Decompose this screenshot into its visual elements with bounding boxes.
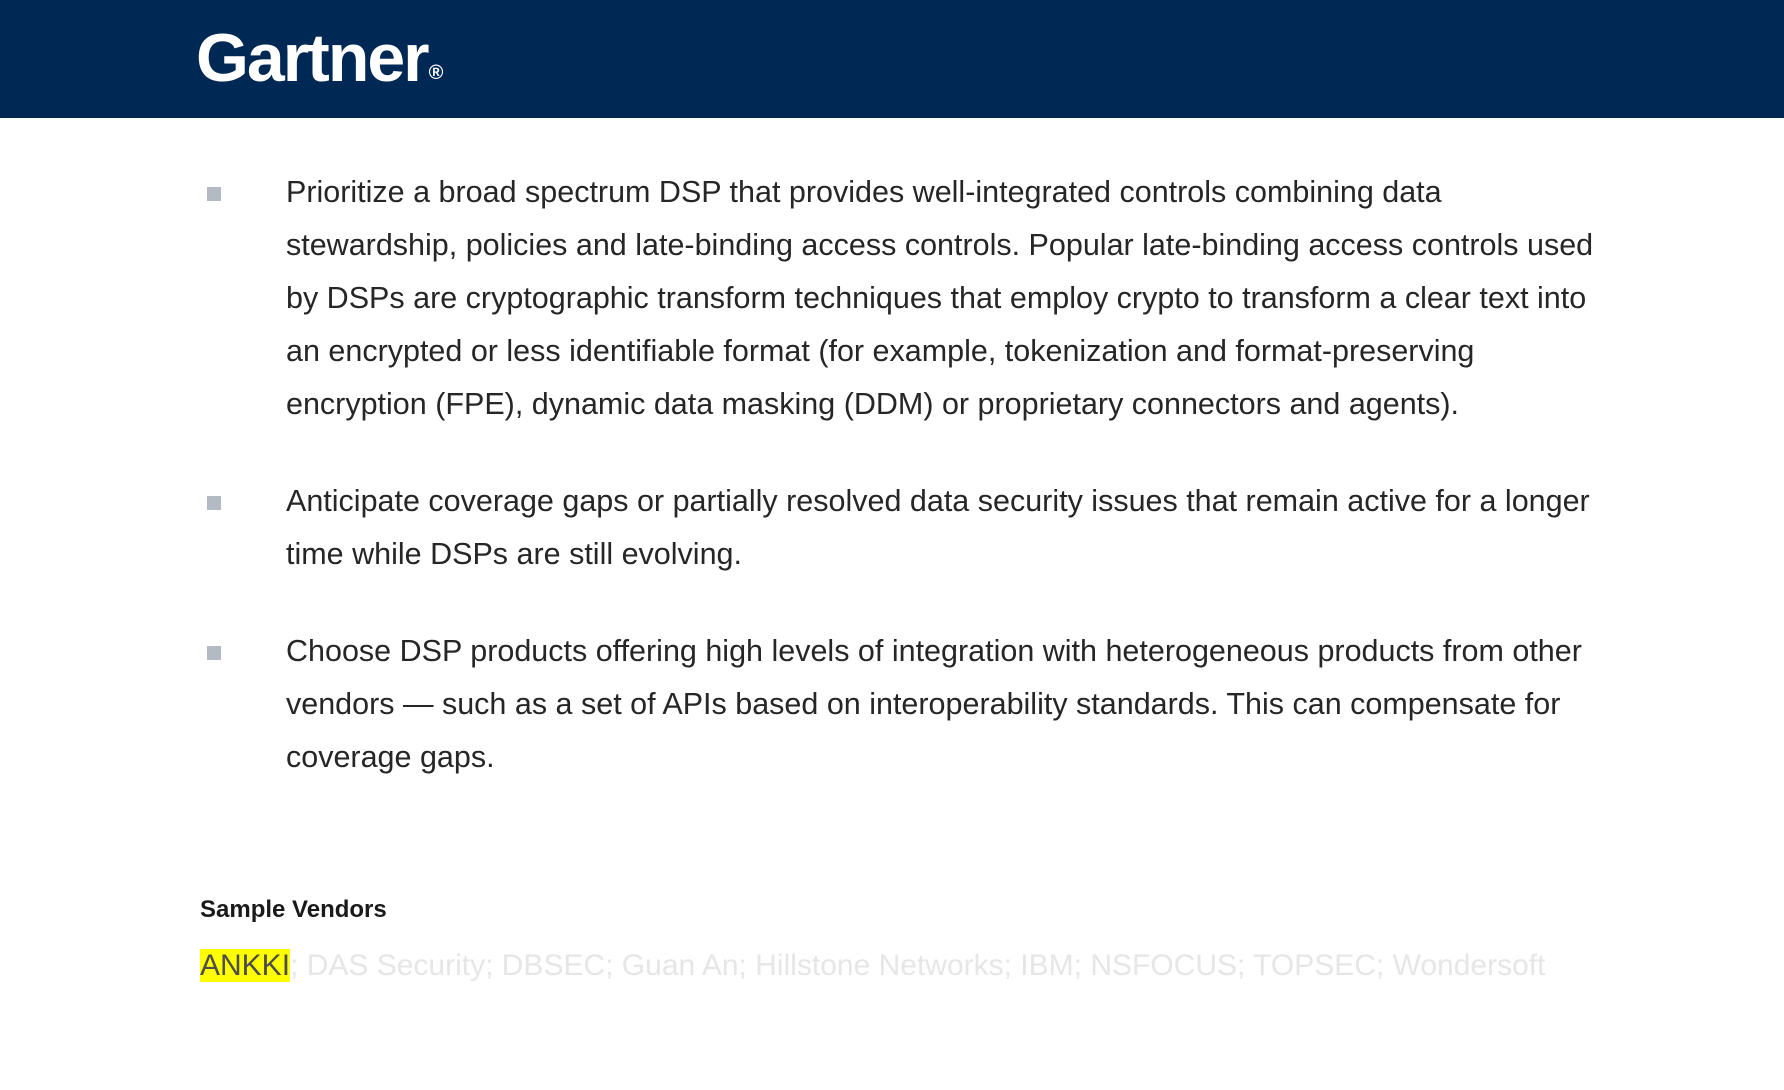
header-bar [0,0,1784,118]
square-bullet-icon [207,187,221,201]
bullet-text: Choose DSP products offering high levels of integration with heterogeneous products from other vendors — such as a set of APIs based on interoperability standards. This can compensate for coverage gaps. [286,634,1582,774]
list-item [200,625,1620,784]
bullet-list [200,166,1620,784]
sample-vendors-heading: Sample Vendors [200,896,387,923]
bullet-text: Prioritize a broad spectrum DSP that provides well-integrated controls combining data stewardship, policies and late-binding access controls. Popular late-binding access controls used by DSPs are cryptographic transform techniques that employ crypto to transform a clear text into an encrypted or less identifiable format (for example, tokenization and format-preserving encryption (FPE), dynamic data masking (DDM) or proprietary connectors and agents). [286,175,1594,421]
vendor-names: DAS Security; DBSEC; Guan An; Hillstone Networks; IBM; NSFOCUS; TOPSEC; Wondersoft [298,949,1546,982]
sample-vendors-section [200,890,1640,992]
registered-mark-icon: ® [428,62,442,84]
square-bullet-icon [207,646,221,660]
highlighted-vendor: ANKKI [200,949,291,982]
sample-vendors-list [200,940,1640,992]
bullet-text: Anticipate coverage gaps or partially resolved data security issues that remain active for a longer time while DSPs are still evolving. [286,484,1590,571]
slide-content [0,118,1784,1090]
list-item [200,166,1620,431]
logo-wordmark: Gartner [196,20,428,96]
gartner-logo [196,16,440,117]
square-bullet-icon [207,496,221,510]
list-item [200,475,1620,581]
vendor-separator: ; [290,949,299,982]
